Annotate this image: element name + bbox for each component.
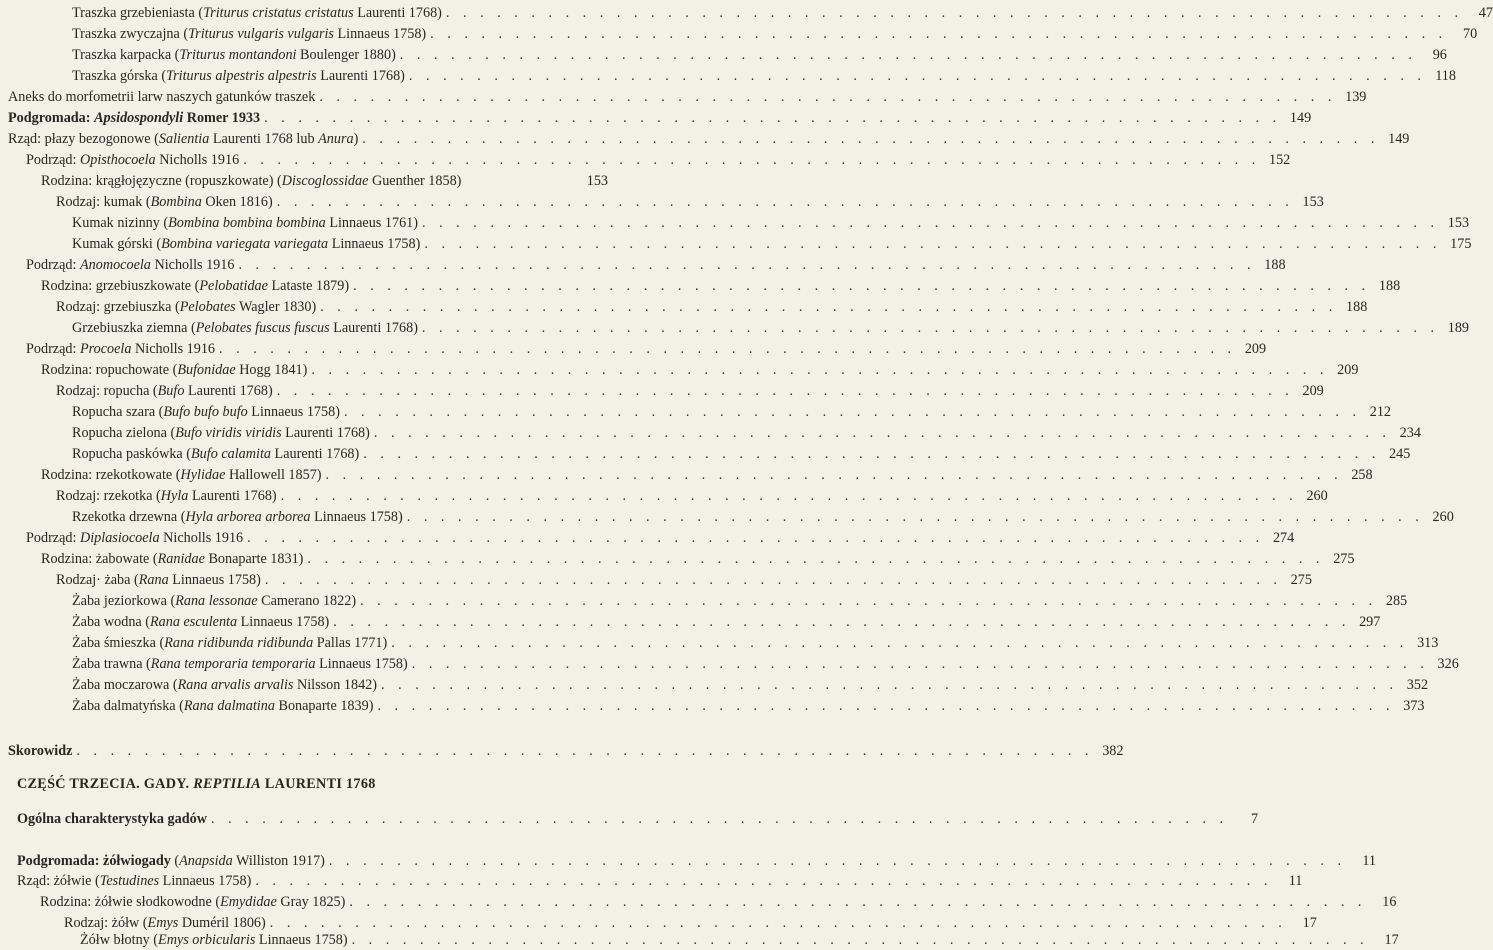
toc-entry-text: Nicholls 1916 xyxy=(131,341,216,357)
toc-entry-title xyxy=(72,46,396,65)
toc-entry xyxy=(41,466,1373,485)
toc-entry-title xyxy=(80,931,348,950)
toc-entry-text: Laurenti 1768) xyxy=(316,68,405,84)
toc-leader-dots: . . . . . . . . . . . . . . . . . . . . . . . . . . . . . . . . . . . . . . . . . . . . . . . . . . . . . . . . . . . . xyxy=(399,47,1417,63)
toc-entry-text: Żaba trawna ( xyxy=(72,656,151,672)
toc-leader-dots: . . . . . . . . . . . . . . . . . . . . . . . . . . . . . . . . . . . . . . . . . . . . . . . . . . . . . . . . . . . . xyxy=(319,89,1337,105)
toc-entry-text: Traszka zwyczajna ( xyxy=(72,26,189,42)
toc-entry-text: Linnaeus 1758) xyxy=(315,656,408,672)
toc-entry-text: Linnaeus 1758) xyxy=(310,509,403,525)
toc-leader-dots: . . . . . . . . . . . . . . . . . . . . . . . . . . . . . . . . . . . . . . . . . . . . . . . . . . . . . . . . . . . . xyxy=(406,509,1424,525)
toc-entry-title xyxy=(17,872,251,891)
toc-leader-dots: . . . . . . . . . . . . . . . . . . . . . . . . . . . . . . . . . . . . . . . . . . . . . . . . . . . . . . . . . . . . xyxy=(362,131,1380,147)
toc-entry-title xyxy=(72,319,418,338)
toc-leader-dots: . . . . . . . . . . . . . . . . . . . . . . . . . . . . . . . . . . . . . . . . . . . . . . . . . . . . . . . . . . . . xyxy=(243,152,1261,168)
toc-leader-dots: . . . . . . . . . . . . . . . . . . . . . . . . . . . . . . . . . . . . . . . . . . . . . . . . . . . . . . . . . . . . xyxy=(421,215,1440,231)
toc-entry-title xyxy=(8,109,260,128)
toc-entry-text: Rodzina: ropuchowate ( xyxy=(41,362,178,378)
toc-entry-text: Ropucha paskówka ( xyxy=(72,446,191,462)
toc-entry-text: Nicholls 1916 xyxy=(155,152,240,168)
toc-entry-text: Laurenti 1768) xyxy=(329,320,418,336)
toc-leader-dots: . . . . . . . . . . . . . . . . . . . . . . . . . . . . . . . . . . . . . . . . . . . . . . . . . . . . . . . . . . . . xyxy=(343,404,1362,420)
toc-leader-dots: . . . . . . . . . . . . . . . . . . . . . . . . . . . . . . . . . . . . . . . . . . . . . . . . . . . . . . . . . . . . xyxy=(320,299,1338,315)
toc-entry-text: Diplasiocoela xyxy=(79,530,160,546)
toc-leader-dots: . . . . . . . . . . . . . . . . . . . . . . . . . . . . . . . . . . . . . . . . . . . . . . . . . . . . . . . . . . . . xyxy=(360,593,1378,609)
toc-entry xyxy=(8,130,1410,149)
toc-entry-text: Bombina xyxy=(150,194,202,210)
toc-entry-title xyxy=(8,742,72,761)
toc-entry-title xyxy=(72,67,405,86)
toc-entry-text: Ropucha szara ( xyxy=(72,404,164,420)
toc-entry-text: Żaba jeziorkowa ( xyxy=(72,593,176,609)
toc-leader-dots: . . . . . . . . . . . . . . . . . . . . . . . . . . . . . . . . . . . . . . . . . . . . . . . . . . . . . . . . . . . . xyxy=(328,853,1346,869)
toc-entry-title xyxy=(72,655,408,674)
toc-page-number: 153 xyxy=(1302,194,1324,210)
toc-entry-title xyxy=(56,382,273,401)
toc-entry xyxy=(72,676,1429,695)
toc-entry xyxy=(26,151,1291,170)
toc-page-number: 17 xyxy=(1302,915,1317,931)
toc-entry-text: Rodzina: żabowate ( xyxy=(41,551,158,567)
toc-entry-title xyxy=(41,172,461,191)
toc-entry-text: Triturus cristatus cristatus xyxy=(203,5,354,21)
toc-entry xyxy=(41,277,1401,296)
toc-entry-text: Ranidae xyxy=(157,551,205,567)
toc-page-number: 70 xyxy=(1463,26,1478,42)
toc-entry-text: Rodzaj· żaba ( xyxy=(56,572,139,588)
toc-leader-dots: . . . . . . . . . . . . . . . . . . . . . . . . . . . . . . . . . . . . . . . . . . . . . . . . . . . . . . . . . . . . xyxy=(408,68,1426,84)
toc-entry-title xyxy=(56,571,261,590)
toc-entry-text: REPTILIA xyxy=(193,776,262,792)
toc-leader-dots: . . . . . . . . . . . . . . . . . . . . . . . . . . . . . . . . . . . . . . . . . . . . . . . . . . . . . . . . . . . . xyxy=(377,698,1395,714)
toc-entry-text: Anura xyxy=(318,131,354,147)
toc-entry-title xyxy=(41,466,322,485)
toc-entry xyxy=(26,256,1286,275)
toc-entry-text: Rodzaj: grzebiuszka ( xyxy=(56,299,180,315)
toc-entry-text: Discoglossidae xyxy=(281,173,369,189)
toc-page-number: 258 xyxy=(1351,467,1373,483)
toc-leader-dots: . . . . . . . . . . . . . . . . . . . . . . . . . . . . . . . . . . . . . . . . . . . . . . . . . . . . . . . . . . . . xyxy=(269,915,1287,931)
toc-leader-dots: . . . . . . . . . . . . . . . . . . . . . . . . . . . . . . . . . . . . . . . . . . . . . . . . . . . . . . . . . . . . xyxy=(430,26,1448,42)
toc-leader-dots: . . . . . . . . . . . . . . . . . . . . . . . . . . . . . . . . . . . . . . . . . . . . . . . . . . . . . . . . . . . . xyxy=(424,236,1442,252)
toc-leader-dots: . . . . . . . . . . . . . . . . . . . . . . . . . . . . . . . . . . . . . . . . . . . . . . . . . . . . . . . . . . . . xyxy=(351,932,1369,948)
toc-leader-dots: . . . . . . . . . . . . . . . . . . . . . . . . . . . . . . . . . . . . . . . . . . . . . . . . . . . . . . . . . . . . xyxy=(264,572,1282,588)
toc-leader-dots: . . . . . . . . . . . . . . . . . . . . . . . . . . . . . . . . . . . . . . . . . . . . . . . . . . . . . . . . . . . . xyxy=(311,362,1329,378)
toc-entry-title xyxy=(26,256,234,275)
toc-page-number: 189 xyxy=(1447,320,1469,336)
toc-entry xyxy=(17,872,1303,891)
toc-entry-text: Pelobates xyxy=(179,299,236,315)
toc-page-number: 118 xyxy=(1435,68,1456,84)
toc-entry-title xyxy=(72,634,387,653)
toc-leader-dots: . . . . . . . . . . . . . . . . . . . . . . . . . . . . . . . . . . . . . . . . . . . . . . . . . . . . . . . . . . . . xyxy=(353,278,1371,294)
toc-entry-text: Nicholls 1916 xyxy=(159,530,244,546)
toc-entry-title xyxy=(72,445,359,464)
toc-entry xyxy=(41,172,608,191)
toc-page-number: 275 xyxy=(1290,572,1312,588)
toc-page-number: 352 xyxy=(1406,677,1429,693)
toc-entry-text: Linnaeus 1758) xyxy=(333,26,427,42)
toc-leader-dots: . . . . . . . . . . . . . . . . . . . . . . . . . . . . . . . . . . . . . . . . . . . . . . . . . . . . . . . . . . . . xyxy=(411,656,1429,672)
toc-entry xyxy=(72,445,1411,464)
toc-entry-text: Rana dalmatina xyxy=(183,698,275,714)
toc-entry-text: Procoela xyxy=(79,341,132,357)
toc-page-number: 149 xyxy=(1388,131,1410,147)
toc-leader-dots: . . . . . . . . . . . . . . . . . . . . . . . . . . . . . . . . . . . . . . . . . . . . . . . . . . . . . . . . . . . . xyxy=(373,425,1391,441)
toc-entry-title xyxy=(56,193,273,212)
toc-entry-text: Linnaeus 1761) xyxy=(325,215,418,231)
toc-entry xyxy=(72,25,1478,44)
toc-entry-text: Rodzina: krągłojęzyczne (ropuszkowate) ( xyxy=(41,173,282,189)
toc-entry-title xyxy=(26,340,215,359)
toc-entry-text: Bombina bombina bombina xyxy=(168,215,326,231)
toc-page-number: 274 xyxy=(1272,530,1295,546)
toc-entry-title xyxy=(8,130,358,149)
toc-entry-text: Bufonidae xyxy=(177,362,236,378)
toc-leader-dots: . . . . . . . . . . . . . . . . . . . . . . . . . . . . . . . . . . . . . . . . . . . . . . . . . . . . . . . . . . . . xyxy=(421,320,1439,336)
toc-entry-text: Żaba wodna ( xyxy=(72,614,150,630)
toc-entry-text: Bufo xyxy=(157,383,185,399)
toc-entry-text: Laurenti 1768) xyxy=(281,425,370,441)
toc-entry-text: Bombina variegata variegata xyxy=(161,236,329,252)
toc-entry-text: Linnaeus 1758) xyxy=(159,873,252,889)
toc-leader-dots: . . . . . . . . . . . . . . . . . . . . . . . . . . . . . . . . . . . . . . . . . . . . . . . . . . . . . . . . . . . . xyxy=(391,635,1409,651)
toc-entry-text: Linnaeus 1758) xyxy=(328,236,421,252)
toc-entry xyxy=(72,403,1392,422)
toc-entry-title xyxy=(56,298,316,317)
toc-entry-text: Hyla xyxy=(160,488,189,504)
toc-page-number: 47 xyxy=(1478,5,1493,21)
toc-entry xyxy=(8,109,1312,128)
toc-entry-title xyxy=(72,697,373,716)
toc-entry-text: Podgromada xyxy=(8,110,86,126)
toc-entry-text: Anomocoela xyxy=(79,257,151,273)
toc-entry-text: Kumak nizinny ( xyxy=(72,215,169,231)
toc-entry xyxy=(72,46,1447,65)
toc-entry-title xyxy=(41,550,303,569)
toc-page-number: 17 xyxy=(1384,932,1399,948)
toc-entry-text: Ogólna charakterystyka gadów xyxy=(17,811,207,827)
toc-page-number: 11 xyxy=(1362,853,1376,869)
toc-page-number: 373 xyxy=(1403,698,1425,714)
toc-entry-title xyxy=(72,25,426,44)
toc-entry-title xyxy=(72,592,356,611)
toc-entry-text: Oken 1816) xyxy=(201,194,273,210)
toc-entry-text: Rana temporaria temporaria xyxy=(150,656,316,672)
toc-entry-text: Hogg 1841) xyxy=(235,362,308,378)
toc-entry-text: Emys orbicularis xyxy=(158,932,256,948)
toc-entry xyxy=(17,852,1376,871)
toc-entry-text: : xyxy=(85,110,95,126)
toc-entry-text: Rząd: żółwie ( xyxy=(17,873,100,889)
toc-entry-text: Williston 1917) xyxy=(232,853,325,869)
toc-leader-dots: . . . . . . . . . . . . . . . . . . . . . . . . . . . . . . . . . . . . . . . . . . . . . . . . . . . . . . . . . . . . xyxy=(307,551,1325,567)
toc-entry-text: Triturus alpestris alpestris xyxy=(166,68,317,84)
toc-entry-text: Rana lessonae xyxy=(175,593,258,609)
toc-entry-text: Boulenger 1880) xyxy=(296,47,396,63)
toc-entry-text: Wagler 1830) xyxy=(235,299,317,315)
toc-page-number: 313 xyxy=(1417,635,1439,651)
toc-entry-text: ) xyxy=(353,131,359,147)
toc-entry xyxy=(72,592,1408,611)
toc-entry-text: Rodzina: rzekotkowate ( xyxy=(41,467,181,483)
toc-entry-title xyxy=(72,676,377,695)
toc-entry-text: Opisthocoela xyxy=(79,152,156,168)
toc-page-number: 209 xyxy=(1302,383,1324,399)
toc-entry-text: Bufo bufo bufo xyxy=(163,404,248,420)
toc-entry-text: Bufo viridis viridis xyxy=(175,425,282,441)
toc-entry-title xyxy=(8,88,315,107)
toc-entry-text: Camerano 1822) xyxy=(257,593,357,609)
toc-entry-text: Nilsson 1842) xyxy=(293,677,377,693)
toc-leader-dots: . . . . . . . . . . . . . . . . . . . . . . . . . . . . . . . . . . . . . . . . . . . . . . . . . . . . . . . . . . . . xyxy=(247,530,1265,546)
toc-leader-dots: . . . . . . . . . . . . . . . . . . . . . . . . . . . . . . . . . . . . . . . . . . . . . . . . . . . . . . . . . . . . xyxy=(255,873,1273,889)
toc-entry-text: Linnaeus 1758) xyxy=(168,572,261,588)
toc-entry xyxy=(8,88,1367,107)
toc-entry-text: Gray 1825) xyxy=(276,894,346,910)
toc-entry-text: Rodzina: żółwie słodkowodne ( xyxy=(40,894,221,910)
toc-entry-text: Rodzaj: żółw ( xyxy=(64,915,148,931)
toc-entry-text: Żółw błotny ( xyxy=(80,932,159,948)
toc-entry xyxy=(72,655,1459,674)
toc-entry-text: Rodzaj: rzekotka ( xyxy=(56,488,161,504)
toc-entry-text: Linnaeus 1758) xyxy=(237,614,330,630)
toc-entry-text: Anapsida xyxy=(179,853,233,869)
toc-entry-text: Triturus vulgaris vulgaris xyxy=(188,26,334,42)
toc-entry-text: Kumak górski ( xyxy=(72,236,162,252)
toc-entry xyxy=(72,697,1425,716)
toc-entry-title xyxy=(72,403,340,422)
toc-entry-text: Linnaeus 1758) xyxy=(255,932,348,948)
toc-entry-text: Żaba moczarowa ( xyxy=(72,677,178,693)
toc-entry-text: Żaba śmieszka ( xyxy=(72,635,165,651)
toc-entry-text: Skorowidz xyxy=(8,743,73,759)
toc-entry-text: Laurenti 1768) xyxy=(184,383,273,399)
toc-entry-title xyxy=(72,613,329,632)
toc-entry-text: Żaba dalmatyńska ( xyxy=(72,698,184,714)
toc-leader-dots: . . . . . . . . . . . . . . . . . . . . . . . . . . . . . . . . . . . . . . . . . . . . . . . . . . . . . . . . . . . . xyxy=(381,677,1399,693)
toc-page-number: 16 xyxy=(1382,894,1397,910)
toc-entry-text: Traszka górska ( xyxy=(72,68,167,84)
toc-entry-text: Laurenti 1768) xyxy=(353,5,442,21)
toc-page-number: 285 xyxy=(1385,593,1408,609)
toc-leader-dots: . . . . . . . . . . . . . . . . . . . . . . . . . . . . . . . . . . . . . . . . . . . . . . . . . . . . . . . . . . . . xyxy=(445,5,1463,21)
toc-page-number: 152 xyxy=(1268,152,1291,168)
toc-leader-dots: . . . . . . . . . . . . . . . . . . . . . . . . . . . . . . . . . . . . . . . . . . . . . . . . . . . . . . . . . . . . xyxy=(349,894,1367,910)
toc-leader-dots: . . . . . . . . . . . . . . . . . . . . . . . . . . . . . . . . . . . . . . . . . . . . . . . . . . . . . . . . . . . . xyxy=(76,743,1094,759)
toc-entry xyxy=(56,193,1324,212)
toc-entry-title xyxy=(40,893,345,912)
toc-entry-text: Bonaparte 1839) xyxy=(274,698,374,714)
toc-entry xyxy=(72,634,1439,653)
toc-entry-text: Laurenti 1768) xyxy=(271,446,360,462)
toc-entry-title xyxy=(17,852,325,871)
toc-entry-text: Emydidae xyxy=(220,894,277,910)
toc-page-number: 209 xyxy=(1244,341,1267,357)
toc-entry-text: Traszka karpacka ( xyxy=(72,47,180,63)
toc-entry-text: Traszka grzebieniasta ( xyxy=(72,5,204,21)
toc-entry xyxy=(80,931,1399,950)
toc-entry-text: Rodzina: grzebiuszkowate ( xyxy=(41,278,200,294)
toc-entry-title xyxy=(41,277,349,296)
toc-entry-text: LAURENTI 1768 xyxy=(261,776,376,792)
toc-entry xyxy=(72,508,1454,527)
toc-entry-text: Rana arvalis arvalis xyxy=(177,677,294,693)
toc-entry xyxy=(72,235,1472,254)
toc-entry-text: Bufo calamita xyxy=(191,446,271,462)
toc-entry xyxy=(72,424,1421,443)
toc-entry-text: Emys xyxy=(147,915,179,931)
toc-leader-dots: . . . . . . . . . . . . . . . . . . . . . . . . . . . . . . . . . . . . . . . . . . . . . . . . . . . . . . . . . . . . xyxy=(219,341,1237,357)
toc-entry-title xyxy=(56,487,277,506)
toc-page-number: 188 xyxy=(1378,278,1401,294)
toc-entry-text: Rana ridibunda ridibunda xyxy=(164,635,314,651)
toc-entry-title xyxy=(72,235,420,254)
toc-entry xyxy=(72,319,1469,338)
toc-leader-dots: . . . . . . . . . . . . . . . . . . . . . . . . . . . . . . . . . . . . . . . . . . . . . . . . . . . . . . . . . . . . xyxy=(238,257,1256,273)
toc-leader-dots: . . . . . . . . . . . . . . . . . . . . . . . . . . . . . . . . . . . . . . . . . . . . . . . . . . . . . . . . . . . . xyxy=(276,383,1294,399)
toc-page-number: 275 xyxy=(1333,551,1355,567)
toc-entry xyxy=(72,214,1470,233)
toc-entry-text: ( xyxy=(170,853,180,869)
toc-entry-text: Rodzaj: ropucha ( xyxy=(56,383,158,399)
toc-entry-text: Rana xyxy=(138,572,169,588)
toc-page-number: 11 xyxy=(1288,873,1303,889)
toc-page-number: 260 xyxy=(1306,488,1328,504)
toc-entry-text: Ropucha zielona ( xyxy=(72,425,176,441)
toc-entry-text: Podrząd: xyxy=(26,152,80,168)
toc-entry xyxy=(56,571,1312,590)
toc-leader-dots: . . . . . . . . . . . . . . . . . . . . . . . . . . . . . . . . . . . . . . . . . . . . . . . . . . . . . . . . . . . . xyxy=(325,467,1343,483)
toc-entry-text: Pelobatidae xyxy=(199,278,268,294)
toc-entry xyxy=(41,550,1355,569)
toc-entry-title xyxy=(17,775,376,794)
toc-page-number: 7 xyxy=(1250,811,1259,827)
toc-entry-text: Hylidae xyxy=(180,467,226,483)
toc-entry-text: Rana esculenta xyxy=(150,614,238,630)
toc-entry xyxy=(8,742,1124,761)
toc-page-number: 96 xyxy=(1432,47,1447,63)
toc-entry-text: Hyla arborea arborea xyxy=(185,509,311,525)
toc-entry xyxy=(56,382,1324,401)
toc-leader-dots: . . . . . . . . . . . . . . . . . . . . . . . . . . . . . . . . . . . . . . . . . . . . . . . . . . . . . . . . . . . . xyxy=(363,446,1381,462)
toc-entry-title xyxy=(17,810,207,829)
toc-entry-text: Nicholls 1916 xyxy=(150,257,235,273)
toc-entry-text: Hallowell 1857) xyxy=(225,467,322,483)
toc-entry-title xyxy=(72,508,403,527)
toc-page-number: 188 xyxy=(1346,299,1368,315)
toc-entry-text: Lataste 1879) xyxy=(267,278,350,294)
toc-entry xyxy=(26,340,1267,359)
toc-page-number: 326 xyxy=(1437,656,1459,672)
toc-leader-dots: . . . . . . . . . . . . . . . . . . . . . . . . . . . . . . . . . . . . . . . . . . . . . . . . . . . . . . . . . . . . xyxy=(280,488,1298,504)
toc-entry-title xyxy=(72,4,442,23)
toc-entry-text: Rodzaj: kumak ( xyxy=(56,194,151,210)
toc-entry xyxy=(56,487,1328,506)
toc-page-number: 209 xyxy=(1337,362,1359,378)
toc-page-number: 297 xyxy=(1359,614,1381,630)
toc-entry-text: Guenther 1858) xyxy=(368,173,462,189)
toc-leader-dots: . . . . . . . . . . . . . . . . . . . . . . . . . . . . . . . . . . . . . . . . . . . . . . . . . . . . . . . . . . . . xyxy=(333,614,1351,630)
toc-entry-text: Apsidospondyli xyxy=(94,110,184,126)
toc-entry-text: Romer 1933 xyxy=(183,110,261,126)
toc-entry xyxy=(26,529,1295,548)
toc-entry-text: Linnaeus 1758) xyxy=(247,404,340,420)
toc-entry-title xyxy=(26,151,239,170)
toc-entry-text: Rząd: płazy bezogonowe ( xyxy=(8,131,159,147)
toc-entry-text: Pelobates fuscus fuscus xyxy=(195,320,330,336)
toc-page-number: 139 xyxy=(1345,89,1367,105)
toc-entry-text: Laurenti 1768 lub xyxy=(209,131,319,147)
toc-entry-text: Pallas 1771) xyxy=(313,635,388,651)
toc-page-number: 175 xyxy=(1450,236,1472,252)
toc-page-number: 382 xyxy=(1102,743,1124,759)
toc-entry-title xyxy=(72,424,370,443)
toc-page-number: 188 xyxy=(1264,257,1286,273)
toc-entry xyxy=(72,4,1493,23)
toc-entry-title xyxy=(72,214,418,233)
toc-entry-text: Laurenti 1768) xyxy=(188,488,277,504)
toc-entry-text: Bonaparte 1831) xyxy=(204,551,304,567)
toc-page-number: 234 xyxy=(1399,425,1421,441)
toc-entry xyxy=(72,613,1381,632)
toc-page-number: 260 xyxy=(1432,509,1454,525)
toc-entry-title xyxy=(26,529,243,548)
toc-page-number: 245 xyxy=(1389,446,1411,462)
toc-entry-title xyxy=(41,361,307,380)
toc-leader-dots: . . . . . . . . . . . . . . . . . . . . . . . . . . . . . . . . . . . . . . . . . . . . . . . . . . . . . . . . . . . . xyxy=(276,194,1294,210)
toc-leader-dots: . . . . . . . . . . . . . . . . . . . . . . . . . . . . . . . . . . . . . . . . . . . . . . . . . . . . . . . . . . . . xyxy=(264,110,1282,126)
toc-entry-text: Salientia xyxy=(158,131,210,147)
toc-entry-text: Grzebiuszka ziemna ( xyxy=(72,320,196,336)
toc-entry-text: Podrząd: xyxy=(26,530,80,546)
toc-page-number: 212 xyxy=(1369,404,1392,420)
toc-entry xyxy=(17,810,1259,829)
toc-entry xyxy=(41,361,1359,380)
toc-page-number: 153 xyxy=(1447,215,1470,231)
toc-entry xyxy=(17,775,608,794)
toc-entry-text: Testudines xyxy=(99,873,160,889)
toc-entry-text: Aneks do morfometrii larw naszych gatunków traszek xyxy=(8,89,316,105)
toc-leader-dots: . . . . . . . . . . . . . . . . . . . . . . . . . . . . . . . . . . . . . . . . . . . . . . . . . . . . . . . . . . . . xyxy=(210,811,1229,827)
toc-entry xyxy=(40,893,1397,912)
toc-entry-text: Triturus montandoni xyxy=(179,47,297,63)
toc-entry-text: Rzekotka drzewna ( xyxy=(72,509,186,525)
toc-entry-text: Podgromada: żółwiogady xyxy=(17,853,171,869)
toc-entry xyxy=(56,298,1368,317)
toc-entry-text: Podrząd: xyxy=(26,257,80,273)
toc-entry-text: Podrząd: xyxy=(26,341,80,357)
toc-page-number: 153 xyxy=(586,173,608,189)
toc-entry-text: CZĘŚĆ TRZECIA. GADY. xyxy=(17,776,194,792)
toc-page-number: 149 xyxy=(1289,110,1312,126)
toc-entry-text: Duméril 1806) xyxy=(178,915,266,931)
toc-entry xyxy=(72,67,1456,86)
